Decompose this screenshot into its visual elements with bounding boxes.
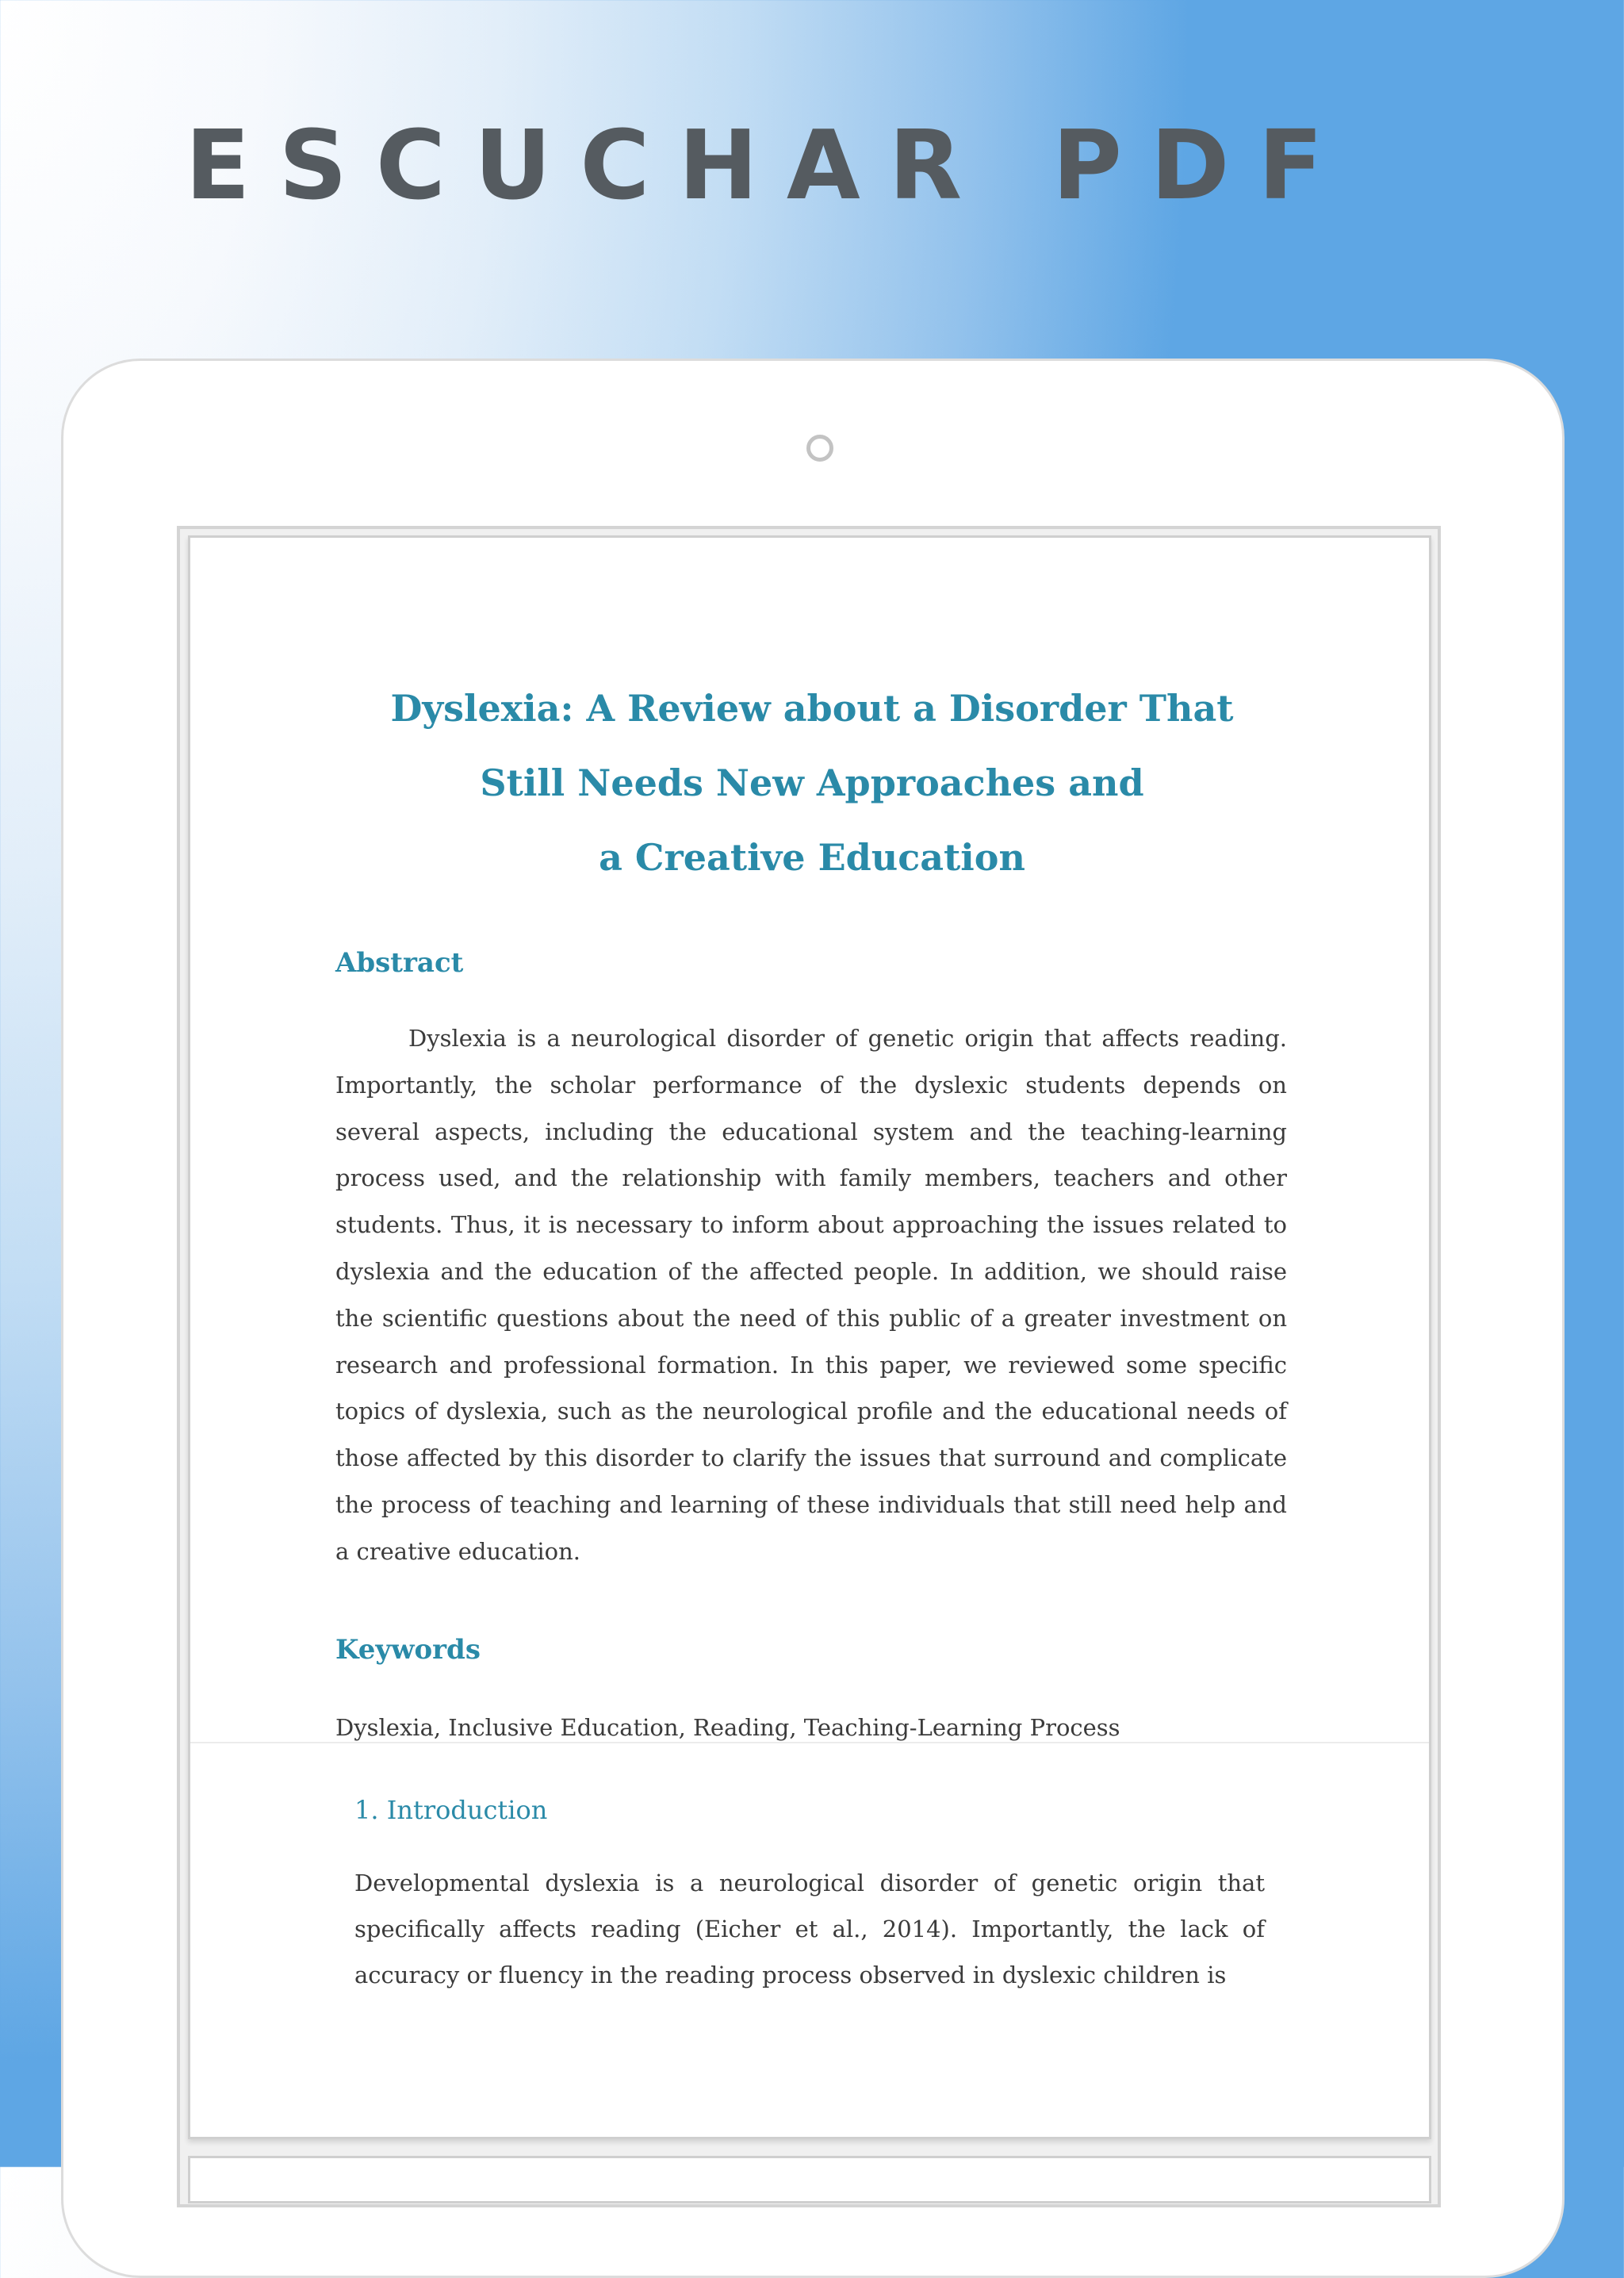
camera-icon — [806, 435, 833, 462]
abstract-heading: Abstract — [335, 947, 464, 979]
pdf-page[interactable] — [188, 535, 1431, 2139]
paper-title-line: Still Needs New Approaches and — [480, 761, 1144, 804]
paper-title-line: a Creative Education — [599, 836, 1025, 879]
section-divider — [190, 1742, 1431, 1743]
next-pdf-page[interactable] — [188, 2156, 1431, 2203]
introduction-text: Developmental dyslexia is a neurological disorder of genetic origin that specifically affects reading (Eicher et al., 2014). Importantly, the lack of accuracy or fluency in the reading process observed in dyslexic children is — [354, 1870, 1265, 1988]
abstract-text: Dyslexia is a neurological disorder of genetic origin that affects reading. Importantly, the scholar performance of the dyslexic students depends on several aspects, including the educational system and the teaching-learning process used, and the relationship with family members, teachers and other students. Thus, it is necessary to inform about approaching the issues related to dyslexia and the education of the affected people. In addition, we should raise the scientific questions about the need of this public of a greater investment on research and professional formation. In this paper, we reviewed some specific topics of dyslexia, such as the neurological profile and the educational needs of those affected by this disorder to clarify the issues that surround and complicate the process of teaching and learning of these individuals that still need help and a creative education. — [335, 1025, 1287, 1565]
introduction-heading: 1. Introduction — [354, 1795, 548, 1825]
keywords-heading: Keywords — [335, 1634, 481, 1666]
promo-headline: ESCUCHAR PDF — [185, 111, 1352, 221]
keywords-text: Dyslexia, Inclusive Education, Reading, Teaching-Learning Process — [335, 1714, 1120, 1741]
paper-title-line: Dyslexia: A Review about a Disorder That — [390, 687, 1234, 730]
paper-title — [190, 671, 1431, 895]
